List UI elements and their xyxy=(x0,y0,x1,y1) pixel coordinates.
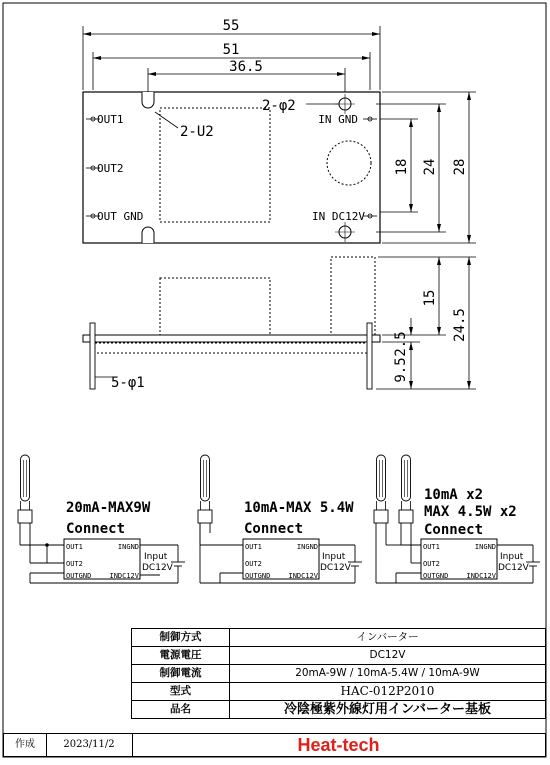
callout-2-u2: 2-U2 xyxy=(180,124,214,140)
circuit-2-line1: 10mA-MAX 5.4W xyxy=(244,500,354,516)
spec-key: 制御電流 xyxy=(132,665,230,683)
spec-value: 冷陰極紫外線灯用インバーター基板 xyxy=(230,701,546,719)
footer-date: 2023/11/2 xyxy=(46,734,133,756)
spec-key: 電源電圧 xyxy=(132,647,230,665)
board-side xyxy=(83,335,380,342)
label-out-gnd: OUT GND xyxy=(97,210,144,223)
circuit-3-line2: MAX 4.5W x2 xyxy=(424,504,517,520)
circuit-1-line2: Connect xyxy=(66,521,126,537)
spec-row xyxy=(132,701,546,719)
dim-24: 24 xyxy=(422,158,438,176)
c2-out1: OUT1 xyxy=(245,543,262,551)
spec-table xyxy=(131,628,546,719)
footer-label: 作成 xyxy=(4,734,47,756)
dim-55: 55 xyxy=(222,18,240,34)
capacitor-outline xyxy=(327,141,371,185)
c3-outgnd: OUTGND xyxy=(423,572,449,580)
spec-row xyxy=(132,629,546,647)
circuit-1 xyxy=(18,455,185,583)
circuit-3-line3: Connect xyxy=(424,522,484,538)
callout-5-phi1: 5-φ1 xyxy=(111,375,145,391)
pin-right xyxy=(367,323,372,389)
c2-outgnd: OUTGND xyxy=(245,572,271,580)
transformer-side xyxy=(160,278,270,335)
slot-top xyxy=(142,92,154,108)
pin-left xyxy=(90,323,95,389)
dim-28: 28 xyxy=(452,158,468,176)
dim-9-5: 9.5 xyxy=(393,357,409,383)
circuit-2 xyxy=(198,455,362,583)
dim-15: 15 xyxy=(422,289,438,307)
c1-indc12v: INDC12V xyxy=(109,572,139,580)
c1-out1: OUT1 xyxy=(66,543,83,551)
c2-indc12v: INDC12V xyxy=(288,572,318,580)
c1-out2: OUT2 xyxy=(66,560,83,568)
label-out2: OUT2 xyxy=(97,162,124,175)
c1-ingnd: INGND xyxy=(117,543,139,551)
title-block-footer xyxy=(3,733,546,757)
label-out1: OUT1 xyxy=(97,113,124,126)
underside-outline xyxy=(95,343,370,353)
dim-18: 18 xyxy=(394,158,410,176)
c1-input: Input xyxy=(144,552,168,562)
dim-24-5: 24.5 xyxy=(452,308,468,342)
circuit-2-line2: Connect xyxy=(244,521,304,537)
spec-key: 型式 xyxy=(132,683,230,701)
c3-ingnd: INGND xyxy=(474,543,496,551)
spec-row xyxy=(132,665,546,683)
circuit-3 xyxy=(374,455,540,583)
c2-dc12v: DC12V xyxy=(320,563,351,573)
circuit-1-line1: 20mA-MAX9W xyxy=(66,500,151,516)
c2-ingnd: INGND xyxy=(296,543,318,551)
c1-outgnd: OUTGND xyxy=(66,572,92,580)
spec-value: HAC-012P2010 xyxy=(230,683,546,701)
spec-value: インバーター xyxy=(230,629,546,647)
spec-value: 20mA-9W / 10mA-5.4W / 10mA-9W xyxy=(230,665,546,683)
c2-input: Input xyxy=(322,552,346,562)
spec-row xyxy=(132,647,546,665)
label-in-dc12v: IN DC12V xyxy=(312,210,365,223)
c3-indc12v: INDC12V xyxy=(466,572,496,580)
dim-2-5: 2.5 xyxy=(393,331,409,357)
c1-dc12v: DC12V xyxy=(142,563,173,573)
dim-51: 51 xyxy=(222,42,240,58)
spec-row xyxy=(132,683,546,701)
c2-out2: OUT2 xyxy=(245,560,262,568)
c3-out2: OUT2 xyxy=(423,560,440,568)
c3-input: Input xyxy=(500,552,524,562)
spec-key: 制御方式 xyxy=(132,629,230,647)
transformer-outline xyxy=(160,108,270,222)
label-in-gnd: IN GND xyxy=(318,113,358,126)
dim-36-5: 36.5 xyxy=(229,59,263,75)
c3-out1: OUT1 xyxy=(423,543,440,551)
spec-key: 品名 xyxy=(132,701,230,719)
spec-value: DC12V xyxy=(230,647,546,665)
circuit-3-line1: 10mA x2 xyxy=(424,487,484,503)
callout-2-phi2: 2-φ2 xyxy=(262,98,296,114)
brand-logo: Heat-tech xyxy=(297,735,380,755)
slot-bottom xyxy=(142,227,154,243)
c3-dc12v: DC12V xyxy=(498,563,529,573)
